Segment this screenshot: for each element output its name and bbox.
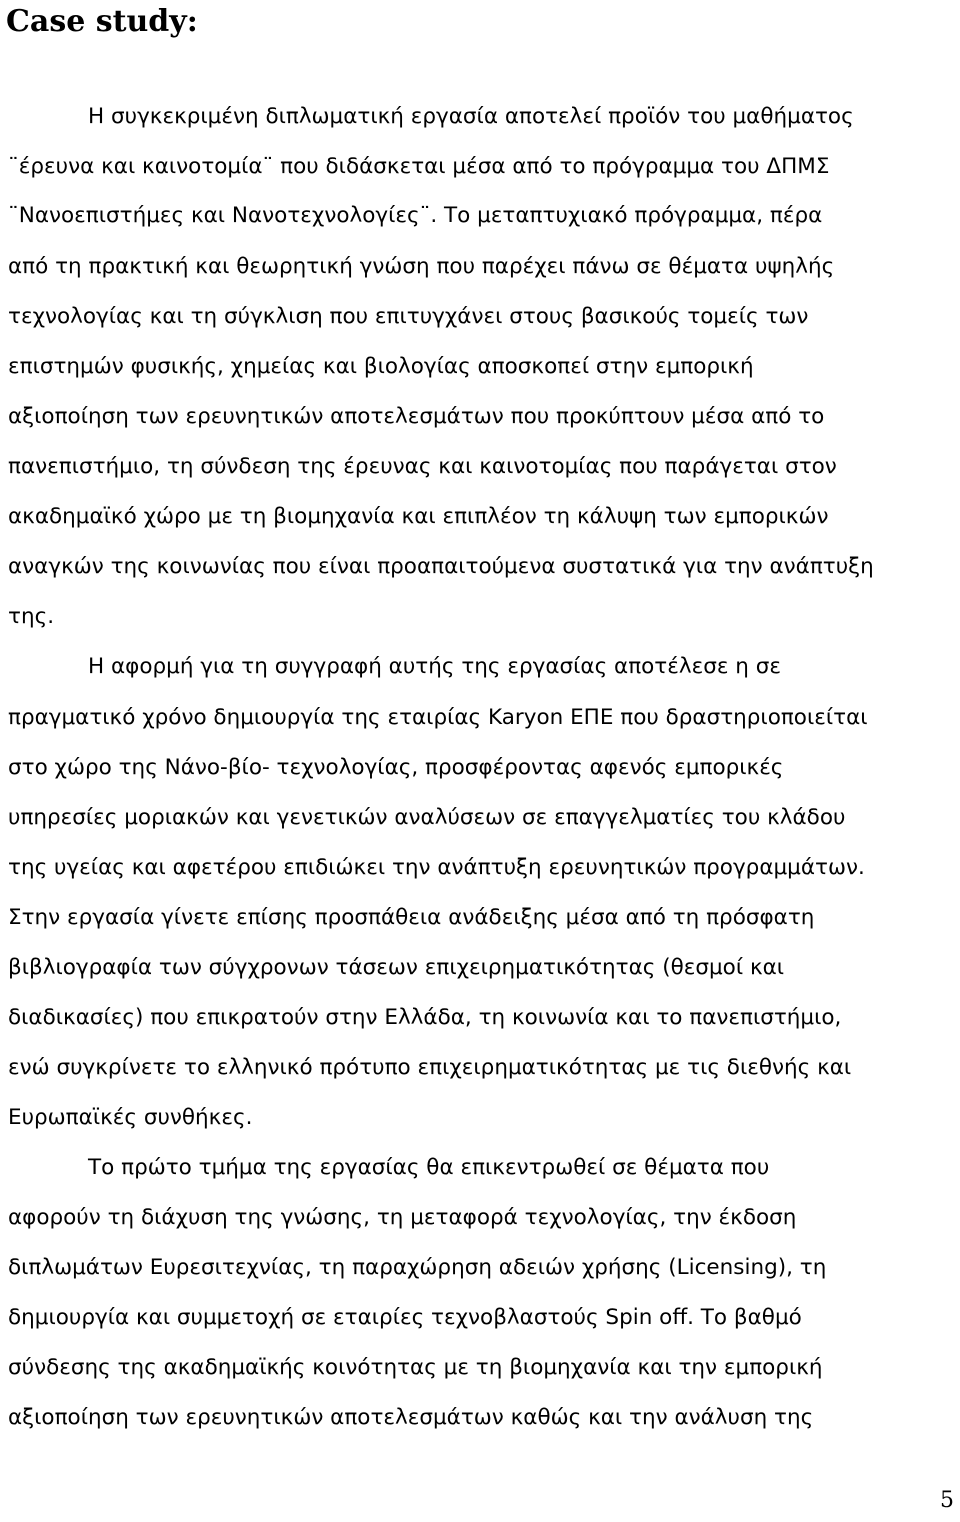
text-line: της υγείας και αφετέρου επιδιώκει την ανάπτυξη ερευνητικών προγραμμάτων. (8, 855, 865, 880)
text-line: Ευρωπαϊκές συνθήκες. (8, 1105, 253, 1130)
text-line: ενώ συγκρίνετε το ελληνικό πρότυπο επιχειρηματικότητας με τις διεθνής και (8, 1055, 852, 1080)
text-line: τεχνολογίας και τη σύγκλιση που επιτυγχάνει στους βασικούς τομείς των (8, 304, 809, 329)
page-number: 5 (940, 1488, 954, 1513)
section-heading: Case study: (6, 4, 198, 39)
text-line: αξιοποίηση των ερευνητικών αποτελεσμάτων που προκύπτουν μέσα από το (8, 404, 825, 429)
text-line: διπλωμάτων Ευρεσιτεχνίας, τη παραχώρηση αδειών χρήσης (Licensing), τη (8, 1255, 827, 1280)
text-line: αξιοποίηση των ερευνητικών αποτελεσμάτων καθώς και την ανάλυση της (8, 1405, 814, 1430)
text-line: διαδικασίες) που επικρατούν στην Ελλάδα, τη κοινωνία και το πανεπιστήμιο, (8, 1005, 842, 1030)
text-line: Στην εργασία γίνετε επίσης προσπάθεια ανάδειξης μέσα από τη πρόσφατη (8, 905, 815, 930)
text-line: ¨έρευνα και καινοτομία¨ που διδάσκεται μέσα από το πρόγραμμα του ΔΠΜΣ (8, 154, 830, 179)
text-line: Το πρώτο τμήμα της εργασίας θα επικεντρωθεί σε θέματα που (88, 1155, 770, 1180)
text-line: από τη πρακτική και θεωρητική γνώση που παρέχει πάνω σε θέματα υψηλής (8, 254, 835, 279)
text-line: πραγματικό χρόνο δημιουργία της εταιρίας Karyon ΕΠΕ που δραστηριοποιείται (8, 705, 868, 730)
text-line: πανεπιστήμιο, τη σύνδεση της έρευνας και καινοτομίας που παράγεται στον (8, 454, 837, 479)
text-line: σύνδεσης της ακαδημαϊκής κοινότητας με τη βιομηχανία και την εμπορική (8, 1355, 823, 1380)
text-line: αφορούν τη διάχυση της γνώσης, τη μεταφορά τεχνολογίας, την έκδοση (8, 1205, 797, 1230)
text-line: Η αφορμή για τη συγγραφή αυτής της εργασίας αποτέλεσε η σε (88, 654, 782, 679)
text-line: Η συγκεκριμένη διπλωματική εργασία αποτελεί προϊόν του μαθήματος (88, 104, 854, 129)
text-line: της. (8, 604, 55, 629)
text-line: αναγκών της κοινωνίας που είναι προαπαιτούμενα συστατικά για την ανάπτυξη (8, 554, 874, 579)
text-line: ακαδημαϊκό χώρο με τη βιομηχανία και επιπλέον τη κάλυψη των εμπορικών (8, 504, 829, 529)
text-line: επιστημών φυσικής, χημείας και βιολογίας αποσκοπεί στην εμπορική (8, 354, 754, 379)
text-line: ¨Νανοεπιστήμες και Νανοτεχνολογίες¨. Το μεταπτυχιακό πρόγραμμα, πέρα (8, 203, 823, 228)
text-line: υπηρεσίες μοριακών και γενετικών αναλύσεων σε επαγγελματίες του κλάδου (8, 805, 846, 830)
text-line: βιβλιογραφία των σύγχρονων τάσεων επιχειρηματικότητας (θεσμοί και (8, 955, 785, 980)
text-line: δημιουργία και συμμετοχή σε εταιρίες τεχνοβλαστούς Spin off. Το βαθμό (8, 1305, 802, 1330)
text-line: στο χώρο της Νάνο-βίο- τεχνολογίας, προσφέροντας αφενός εμπορικές (8, 755, 784, 780)
